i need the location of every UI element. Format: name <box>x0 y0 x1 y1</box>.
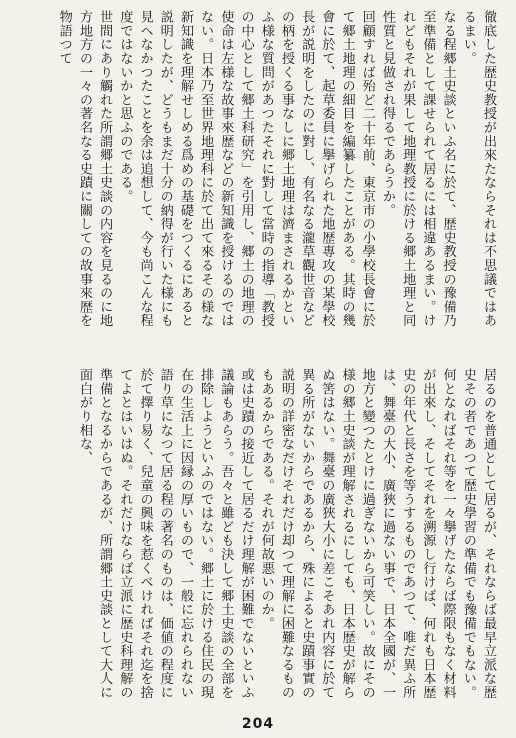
upper-text-block <box>18 10 498 336</box>
lower-text-block <box>18 368 498 708</box>
paragraph: 徹底した歴史教授が出來たならそれは不思議ではあるまい。 <box>460 10 496 328</box>
paragraph: 世間にあり觸れた所謂郷土史談の内容を見るのに地方地方の一々の著名なる史蹟に關しての故事來歴を物語つて <box>56 10 113 328</box>
paragraph: なる程郷土史談といふ名に於て、歴史教授の豫備乃至準備として課せられて居るには相違あるまい。けれどもそれが果して地理教授に於ける郷土地理と同性質と見做され得るであらうか。 <box>379 10 456 328</box>
paragraph: 或は史蹟の接近して居るだけ理解が困難でないといふ議論もあらう。吾々と雖ども決して郷土史談の全部を排除しようといふのではない。郷土に於ける住民の現在の生活上に因縁の厚いもので、一般に忘れられない語り草になつて居る程の著名のものは、価値の程度に於て擇り易く、兒童の興味を惹くべければそれ迄を捨てよとはいはぬ。それだけならば立派に歴史科理解の準備となるからであるが、所謂郷土史談として大人に面白がり相な、 <box>76 368 254 700</box>
paragraph: 居るのを普通として居るが、それならば最早立派な歴史その者であつて歴史學習の準備でも豫備でもない。何となればそれ等を一々擧げたならば際限もなく材料が出來し、そしてそれを溯源し行けば、何れも日本歴史の年代と長さを等うするものであつて、唯だ異ふ所は、舞臺の大小、廣狹に過ない事で、日本全國が、一地方と變つたとけに過ぎないから可笑しい。故にその様の郷土史談が理解されるにしても、日本歴史が解らぬ筈はない。舞臺の廣狹大小に差こそあれ内容に於て異る所がないからであるから、殊によると史蹟事實の説明の詳密なだけそれだけ却つて理解に困難なるものもあるからである。それが何故悪いのか。 <box>258 368 496 700</box>
page-number: 204 <box>241 716 275 732</box>
paragraph: 回顧すれば殆ど二十年前、東京市の小學校長會に於て郷土地理の細目を編纂したことがある。其時の幾會に於て、起草委員に擧げられた地歴專攻の某學校長が説明をしたのに對し、有名なる瀧草觀世音などの柄を授くる事なしに郷土地理は濟まされるかといふ様な質問があつたそれに對して當時の指導「教授の中心として郷土科研究」を引用し、郷土の地理の使命は左様な故事來歴などの新知識を授けるのではない。日本乃至世界地理科に於て出て來るその様な新知識を理解せしめる爲めの基礎をつくるにあると説明したが、どうもまだ十分の納得が行いた様にも見へなかつたことを余は追想して、今も尚こんな程度ではないかと思ふのである。 <box>117 10 375 328</box>
